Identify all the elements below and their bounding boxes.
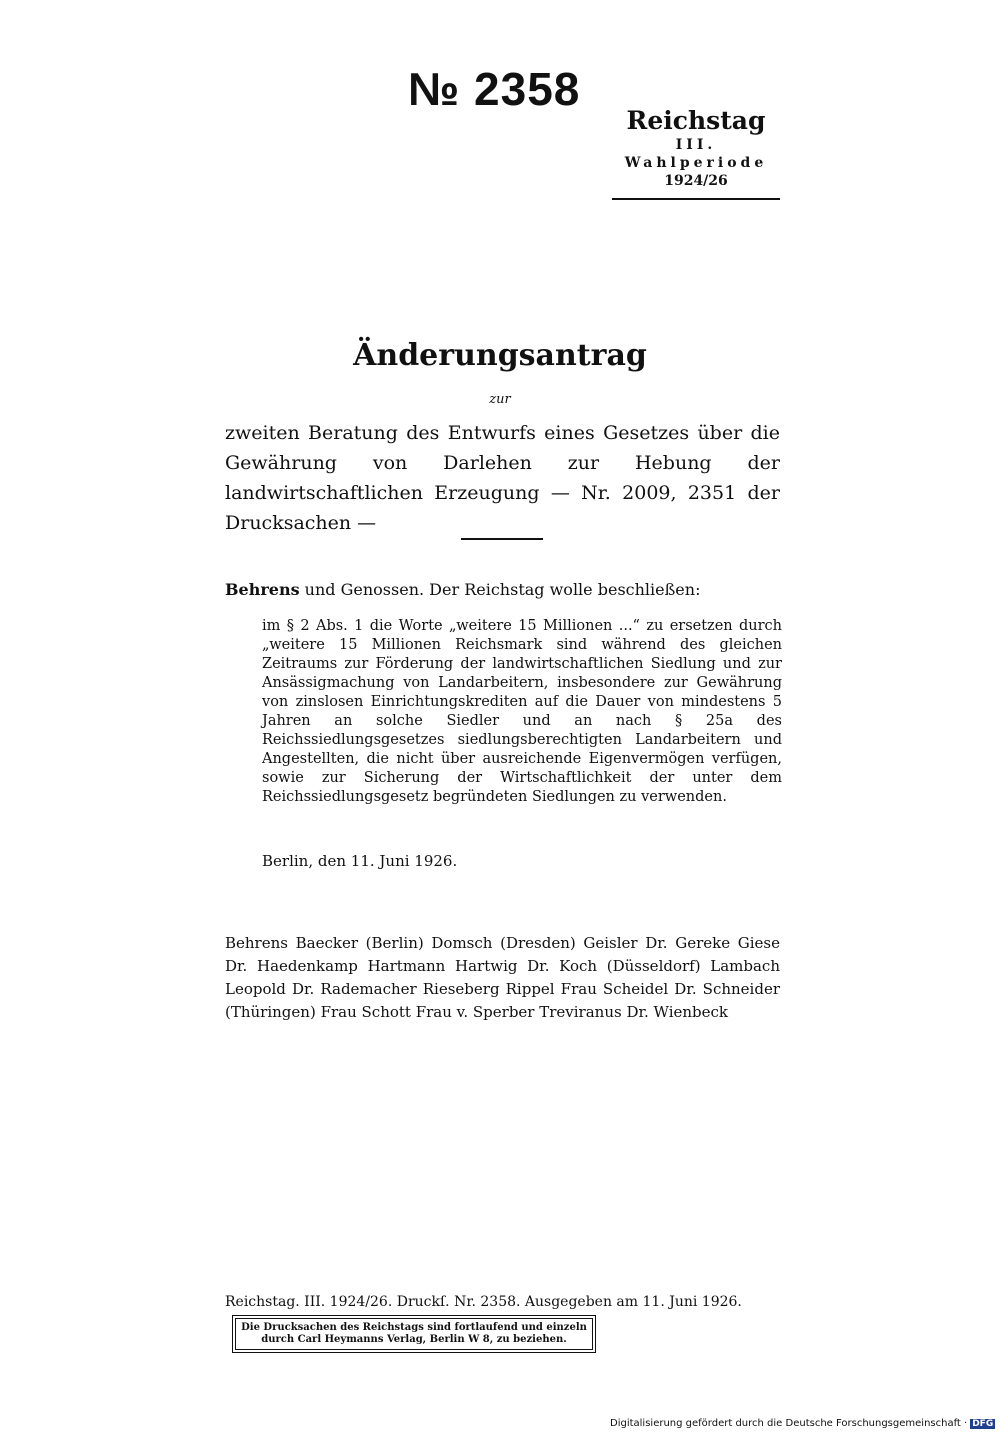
title-connector: zur (489, 392, 511, 407)
digitization-credit: Digitalisierung gefördert durch die Deutsche Forschungsgemeinschaft · DFG (610, 1418, 994, 1429)
document-subject: zweiten Beratung des Entwurfs eines Gesetzes über die Gewährung von Darlehen zur Hebung der landwirtschaftlichen Erzeugung — Nr. 2009, 2351 der Drucksachen — (225, 422, 780, 534)
notice-line-1: Die Drucksachen des Reichstags sind fortlaufend und einzeln (241, 1322, 587, 1333)
header-rule (612, 198, 780, 200)
document-title: Änderungsantrag (353, 338, 647, 373)
subject-divider (461, 538, 543, 540)
wahlperiode-label: III. Wahlperiode (624, 137, 768, 171)
dfg-logo: DFG (972, 1419, 994, 1429)
digitization-text: Digitalisierung gefördert durch die Deutsche Forschungsgemeinschaft (610, 1418, 961, 1429)
date-line: Berlin, den 11. Juni 1926. (262, 852, 458, 870)
notice-line-2: durch Carl Heymanns Verlag, Berlin W 8, zu beziehen. (261, 1334, 567, 1345)
publication-footer: Reichstag. III. 1924/26. Druckſ. Nr. 2358. Ausgegeben am 11. Juni 1926. (225, 1294, 742, 1310)
proposer-name: Behrens (225, 580, 300, 599)
distribution-notice (235, 1318, 593, 1350)
document-number: № 2358 (408, 63, 581, 115)
signatories-list: Behrens Baecker (Berlin) Domsch (Dresden) Geisler Dr. Gereke Giese Dr. Haedenkamp Hartmann Hartwig Dr. Koch (Düsseldorf) Lambach Leopold Dr. Rademacher Rieseberg Rippel Frau Scheidel Dr. Schneider (Thüringen) Frau Schott Frau v. Sperber Treviranus Dr. Wienbeck (225, 934, 780, 1021)
proposer-text: und Genossen. Der Reichstag wolle beschließen: (299, 580, 701, 599)
reichstag-title: Reichstag (626, 106, 766, 135)
proposer-line (225, 580, 785, 599)
period-years: 1924/26 (664, 173, 728, 189)
amendment-text: im § 2 Abs. 1 die Worte „weitere 15 Millionen ...“ zu ersetzen durch „weitere 15 Millionen Reichsmark sind während des gleichen Zeitraums zur Förderung der landwirtschaftlichen Siedlung und zur Ansässigmachung von Landarbeitern, insbesondere zur Gewährung von zinslosen Einrichtungskrediten auf die Dauer von mindestens 5 Jahren an solche Siedler und an nach § 25a des Reichssiedlungsgesetzes siedlungsberechtigten Landarbeitern und Angestellten, die nicht über ausreichende Eigenvermögen verfügen, sowie zur Sicherung der Wirtschaftlichkeit der unter dem Reichssiedlungsgesetz begründeten Siedlungen zu verwenden. (262, 618, 782, 805)
reichstag-header-block (612, 106, 780, 200)
